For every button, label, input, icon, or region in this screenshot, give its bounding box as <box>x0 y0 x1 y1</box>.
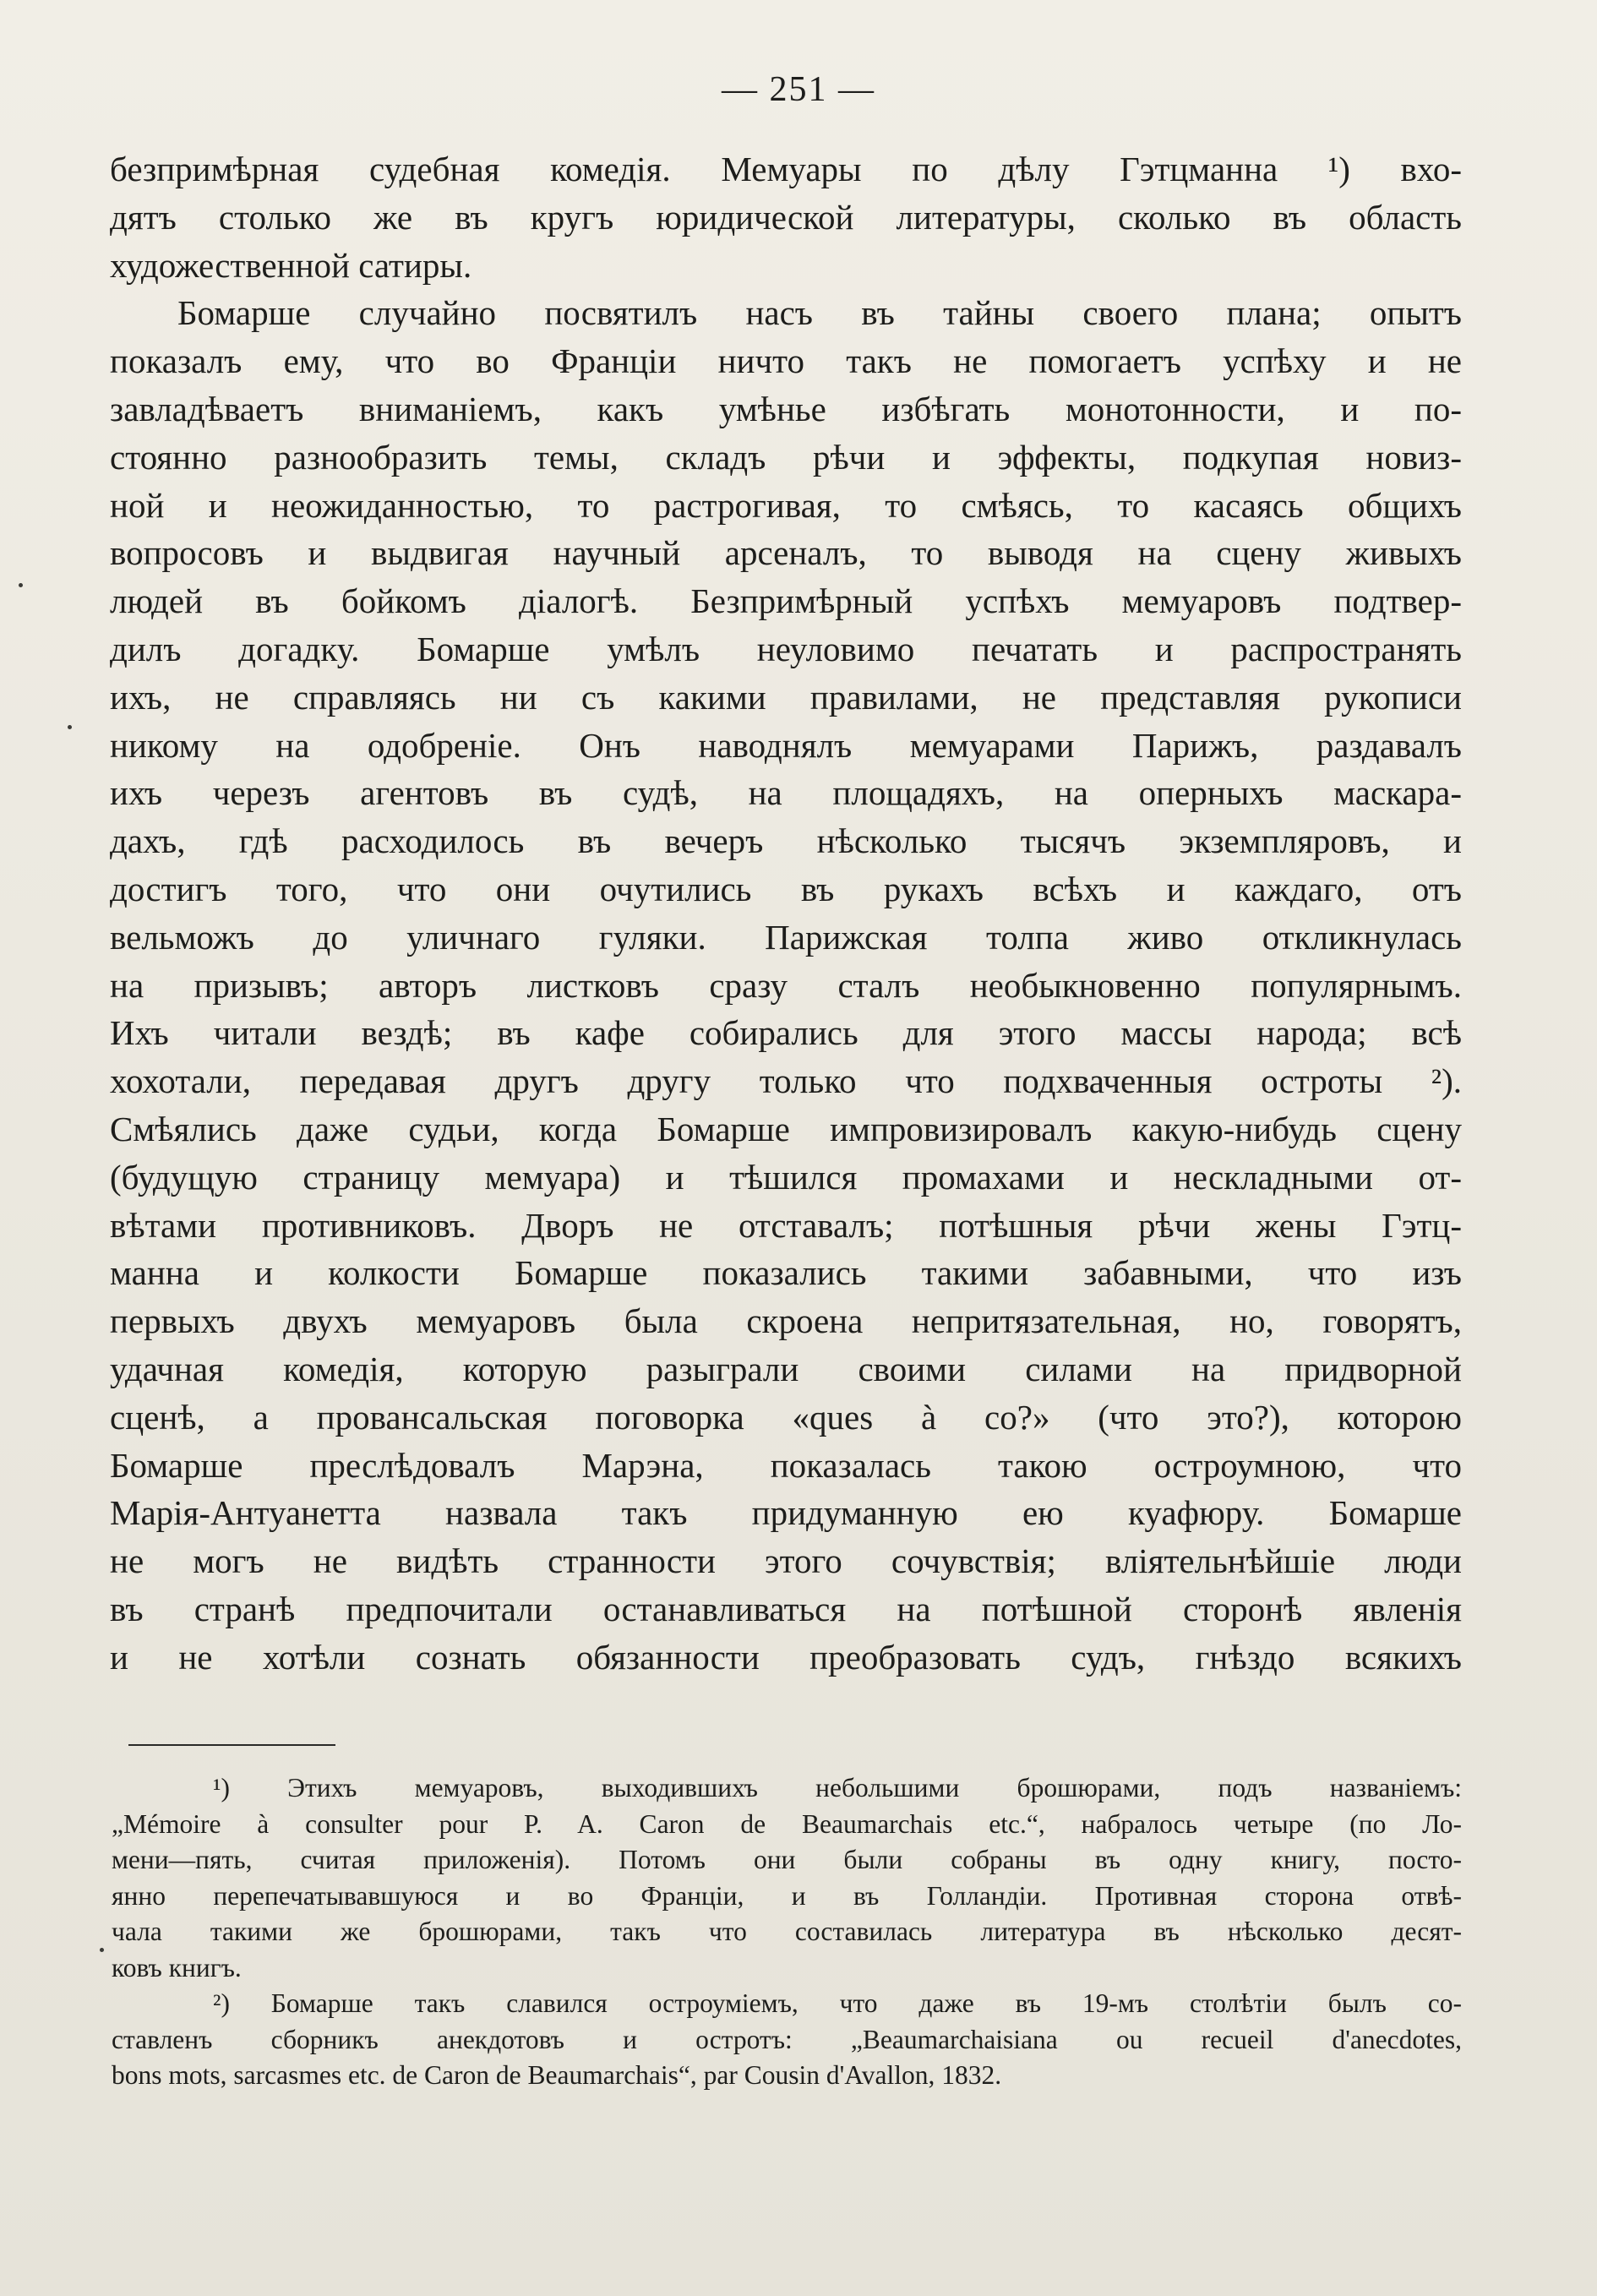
footnote-line: ¹) Этихъ мемуаровъ, выходившихъ небольшими брошюрами, подъ названіемъ: <box>213 1773 1462 1802</box>
text-line: показалъ ему, что во Франціи ничто такъ не помогаетъ успѣху и не <box>110 341 1462 381</box>
footnote-line: янно перепечатывавшуюся и во Франціи, и въ Голландіи. Противная сторона отвѣ- <box>112 1880 1462 1911</box>
text-line: Марія-Антуанетта назвала такъ придуманную ею куафюру. Бомарше <box>110 1493 1462 1533</box>
page-number: — 251 — <box>722 70 875 109</box>
text-line: удачная комедія, которую разыграли своими силами на придворной <box>110 1349 1462 1388</box>
text-line: (будущую страницу мемуара) и тѣшился промахами и нескладными от- <box>110 1157 1462 1197</box>
text-line: не могъ не видѣть странности этого сочувствія; вліятельнѣйшіе люди <box>110 1541 1462 1581</box>
text-line: манна и колкости Бомарше показались такими забавными, что изъ <box>110 1253 1462 1293</box>
text-line: безпримѣрная судебная комедія. Мемуары по дѣлу Гэтцманна ¹) вхо- <box>110 150 1462 188</box>
text-line: ихъ черезъ агентовъ въ судѣ, на площадяхъ, на оперныхъ маскара- <box>110 773 1462 813</box>
text-line: художественной сатиры. <box>110 245 472 285</box>
text-line: на призывъ; авторъ листковъ сразу сталъ необыкновенно популярнымъ. <box>110 965 1462 1005</box>
footnote-line: „Mémoire à consulter pour P. A. Caron de Beaumarchais etc.“, набралось четыре (по Ло- <box>112 1808 1462 1839</box>
text-line: вопросовъ и выдвигая научный арсеналъ, то выводя на сцену живыхъ <box>110 533 1462 573</box>
footnote-line: bons mots, sarcasmes etc. de Caron de Beaumarchais“, par Cousin d'Avallon, 1832. <box>112 2060 1002 2090</box>
text-line: дахъ, гдѣ расходилось въ вечеръ нѣсколько тысячъ экземпляровъ, и <box>110 821 1462 861</box>
text-line: завладѣваетъ вниманіемъ, какъ умѣнье избѣгать монотонности, и по- <box>110 389 1462 428</box>
text-line: ной и неожиданностью, то растрогивая, то смѣясь, то касаясь общихъ <box>110 485 1462 525</box>
text-line: никому на одобреніе. Онъ наводнялъ мемуарами Парижъ, раздавалъ <box>110 725 1462 765</box>
text-line: достигъ того, что они очутились въ рукахъ всѣхъ и каждаго, отъ <box>110 869 1462 908</box>
text-line: Бомарше преслѣдовалъ Марэна, показалась такою остроумною, что <box>110 1445 1462 1485</box>
text-line: вѣтами противниковъ. Дворъ не отставалъ; потѣшныя рѣчи жены Гэтц- <box>110 1205 1462 1245</box>
text-line: Бомарше случайно посвятилъ насъ въ тайны своего плана; опытъ <box>177 293 1462 333</box>
text-line: въ странѣ предпочитали останавливаться на потѣшной сторонѣ явленія <box>110 1589 1462 1628</box>
text-line: стоянно разнообразить темы, складъ рѣчи и эффекты, подкупая новиз- <box>110 437 1462 477</box>
main-text <box>110 145 1462 1682</box>
footnote-line: чала такими же брошюрами, такъ что составилась литература въ нѣсколько десят- <box>112 1917 1462 1946</box>
text-line: вельможъ до уличнаго гуляки. Парижская толпа живо откликнулась <box>110 917 1462 957</box>
text-line: дилъ догадку. Бомарше умѣлъ неуловимо печатать и распространять <box>110 629 1462 668</box>
text-line: сценѣ, а провансальская поговорка «ques à co?» (что это?), которою <box>110 1397 1462 1437</box>
text-line: дятъ столько же въ кругъ юридической литературы, сколько въ область <box>110 197 1462 237</box>
footnotes <box>112 1770 1462 2094</box>
text-line: ихъ, не справляясь ни съ какими правилами, не представляя рукописи <box>110 677 1462 717</box>
paper-speck <box>68 725 72 729</box>
footnote-line: ставленъ сборникъ анекдотовъ и остротъ: „Beaumarchaisiana ou recueil d'anecdotes, <box>112 2024 1462 2054</box>
paper-speck <box>100 1948 104 1952</box>
text-line: Ихъ читали вездѣ; въ кафе собирались для этого массы народа; всѣ <box>110 1013 1462 1053</box>
footnote-line: ковъ книгъ. <box>112 1952 242 1982</box>
text-line: хохотали, передавая другъ другу только что подхваченныя остроты ²). <box>110 1061 1462 1101</box>
footnote-divider <box>128 1744 335 1746</box>
footnote-line: ²) Бомарше такъ славился остроуміемъ, что даже въ 19-мъ столѣтіи былъ со- <box>213 1988 1462 2018</box>
text-line: Смѣялись даже судьи, когда Бомарше импровизировалъ какую-нибудь сцену <box>110 1109 1462 1148</box>
text-line: первыхъ двухъ мемуаровъ была скроена непритязательная, но, говорятъ, <box>110 1301 1462 1341</box>
footnote-line: мени—пять, считая приложенія). Потомъ они были собраны въ одну книгу, посто- <box>112 1845 1462 1874</box>
text-line: и не хотѣли сознать обязанности преобразовать судъ, гнѣздо всякихъ <box>110 1637 1462 1677</box>
text-line: людей въ бойкомъ діалогѣ. Безпримѣрный успѣхъ мемуаровъ подтвер- <box>110 581 1462 621</box>
paper-speck <box>19 583 23 587</box>
